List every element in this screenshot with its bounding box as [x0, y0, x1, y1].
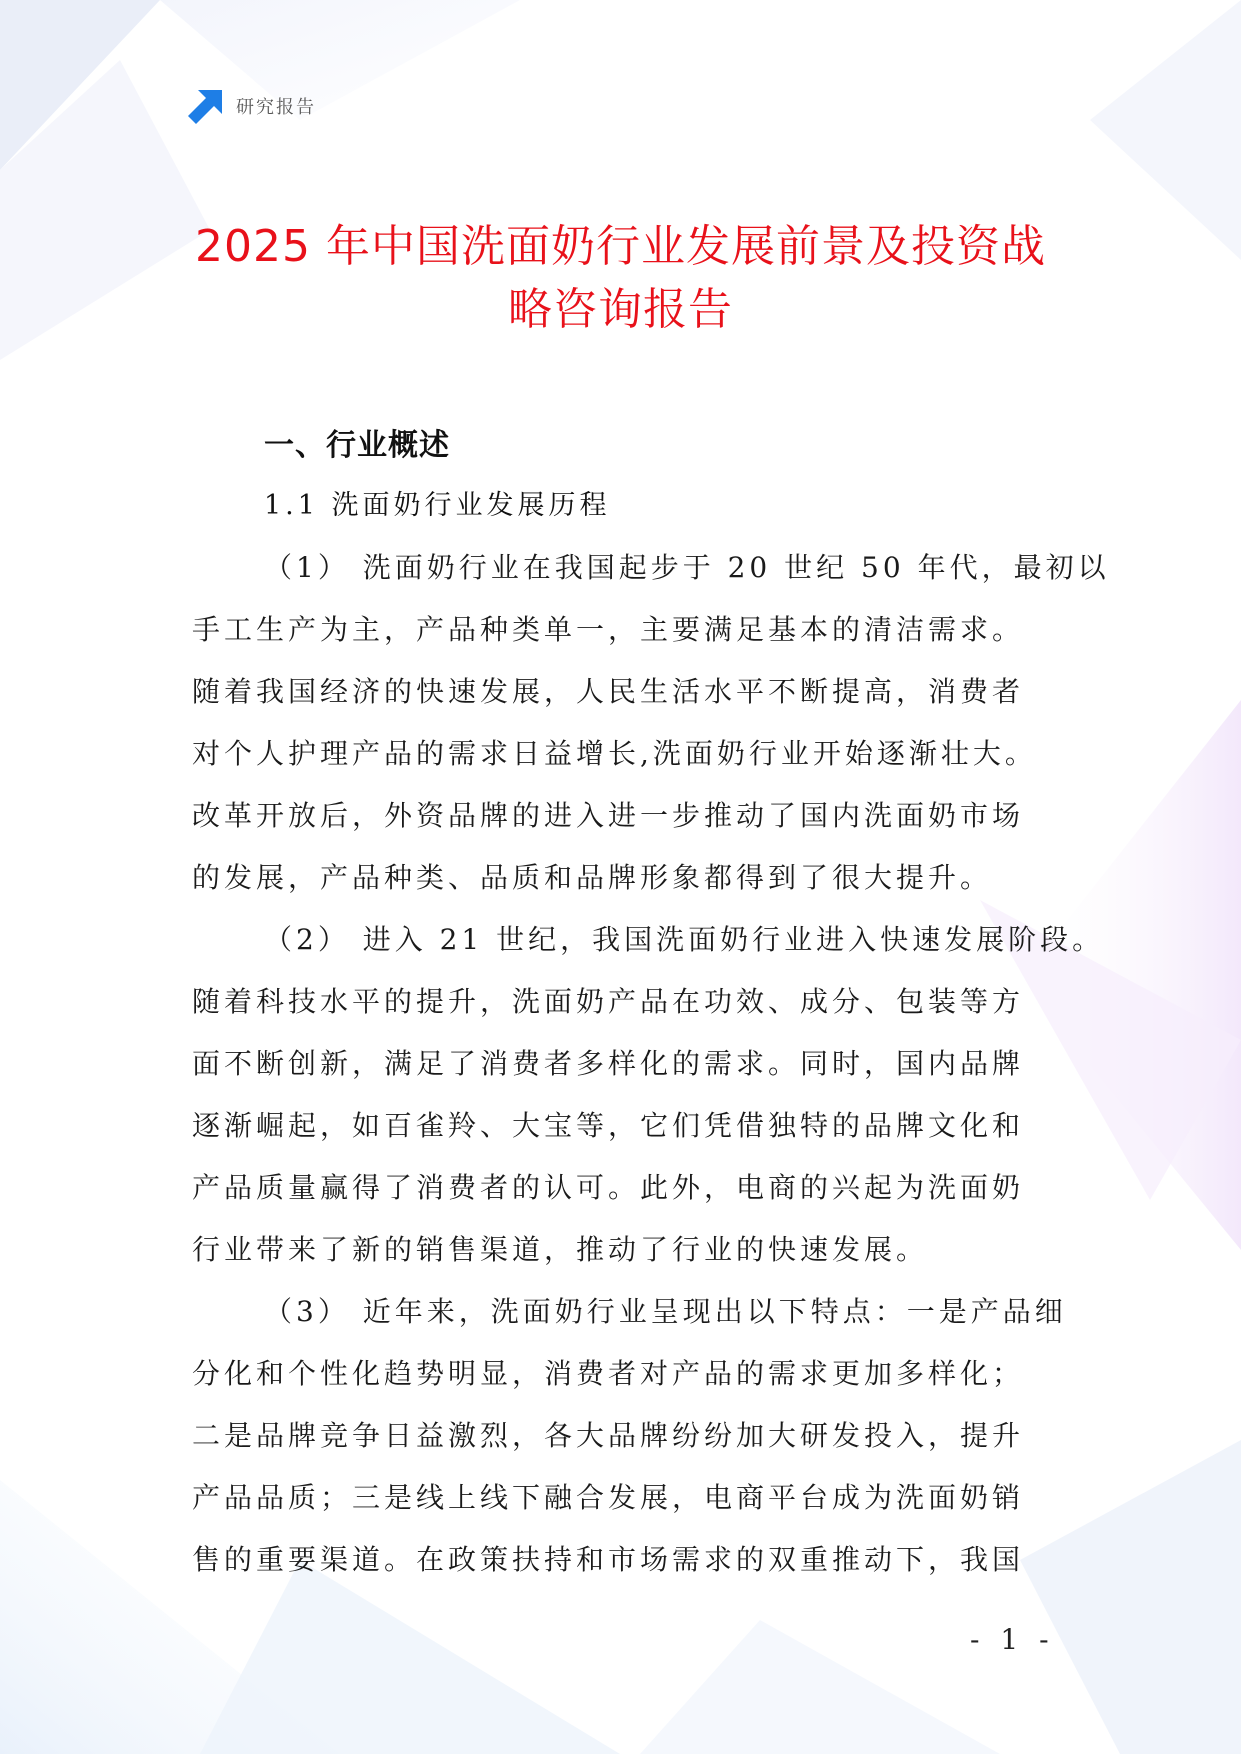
paragraph-line: （2） 进入 21 世纪，我国洗面奶行业进入快速发展阶段。 [264, 923, 1105, 956]
section-heading: 一、行业概述 [264, 428, 450, 463]
title-line-2: 略咨询报告 [508, 284, 733, 335]
arrow-up-right-icon [188, 88, 224, 124]
page-number: - 1 - [970, 1623, 1055, 1656]
report-header [188, 88, 316, 124]
subsection-heading: 1.1 洗面奶行业发展历程 [264, 490, 611, 521]
paragraph-line: 对个人护理产品的需求日益增长,洗面奶行业开始逐渐壮大。 [192, 737, 1037, 770]
paragraph-line: 面不断创新，满足了消费者多样化的需求。同时，国内品牌 [192, 1047, 1025, 1080]
paragraph-line: （1） 洗面奶行业在我国起步于 20 世纪 50 年代，最初以 [264, 551, 1110, 584]
paragraph-line: 售的重要渠道。在政策扶持和市场需求的双重推动下，我国 [192, 1543, 1025, 1576]
paragraph-line: 手工生产为主，产品种类单一，主要满足基本的清洁需求。 [192, 613, 1025, 646]
paragraph-line: 随着科技水平的提升，洗面奶产品在功效、成分、包装等方 [192, 985, 1025, 1018]
title-line-1: 2025 年中国洗面奶行业发展前景及投资战 [195, 221, 1046, 272]
paragraph-line: 随着我国经济的快速发展，人民生活水平不断提高，消费者 [192, 675, 1025, 708]
report-title [0, 215, 1241, 341]
paragraph-line: 二是品牌竞争日益激烈，各大品牌纷纷加大研发投入，提升 [192, 1419, 1025, 1452]
paragraph-line: （3） 近年来，洗面奶行业呈现出以下特点：一是产品细 [264, 1295, 1067, 1328]
paragraph-line: 改革开放后，外资品牌的进入进一步推动了国内洗面奶市场 [192, 799, 1025, 832]
paragraph-line: 产品质量赢得了消费者的认可。此外，电商的兴起为洗面奶 [192, 1171, 1025, 1204]
body-text [192, 537, 1110, 1591]
paragraph-line: 的发展，产品种类、品质和品牌形象都得到了很大提升。 [192, 861, 993, 894]
paragraph-line: 行业带来了新的销售渠道，推动了行业的快速发展。 [192, 1233, 929, 1266]
header-label: 研究报告 [236, 97, 316, 118]
paragraph-line: 产品品质；三是线上线下融合发展，电商平台成为洗面奶销 [192, 1481, 1025, 1514]
paragraph-line: 分化和个性化趋势明显，消费者对产品的需求更加多样化； [192, 1357, 1025, 1390]
paragraph-line: 逐渐崛起，如百雀羚、大宝等，它们凭借独特的品牌文化和 [192, 1109, 1025, 1142]
